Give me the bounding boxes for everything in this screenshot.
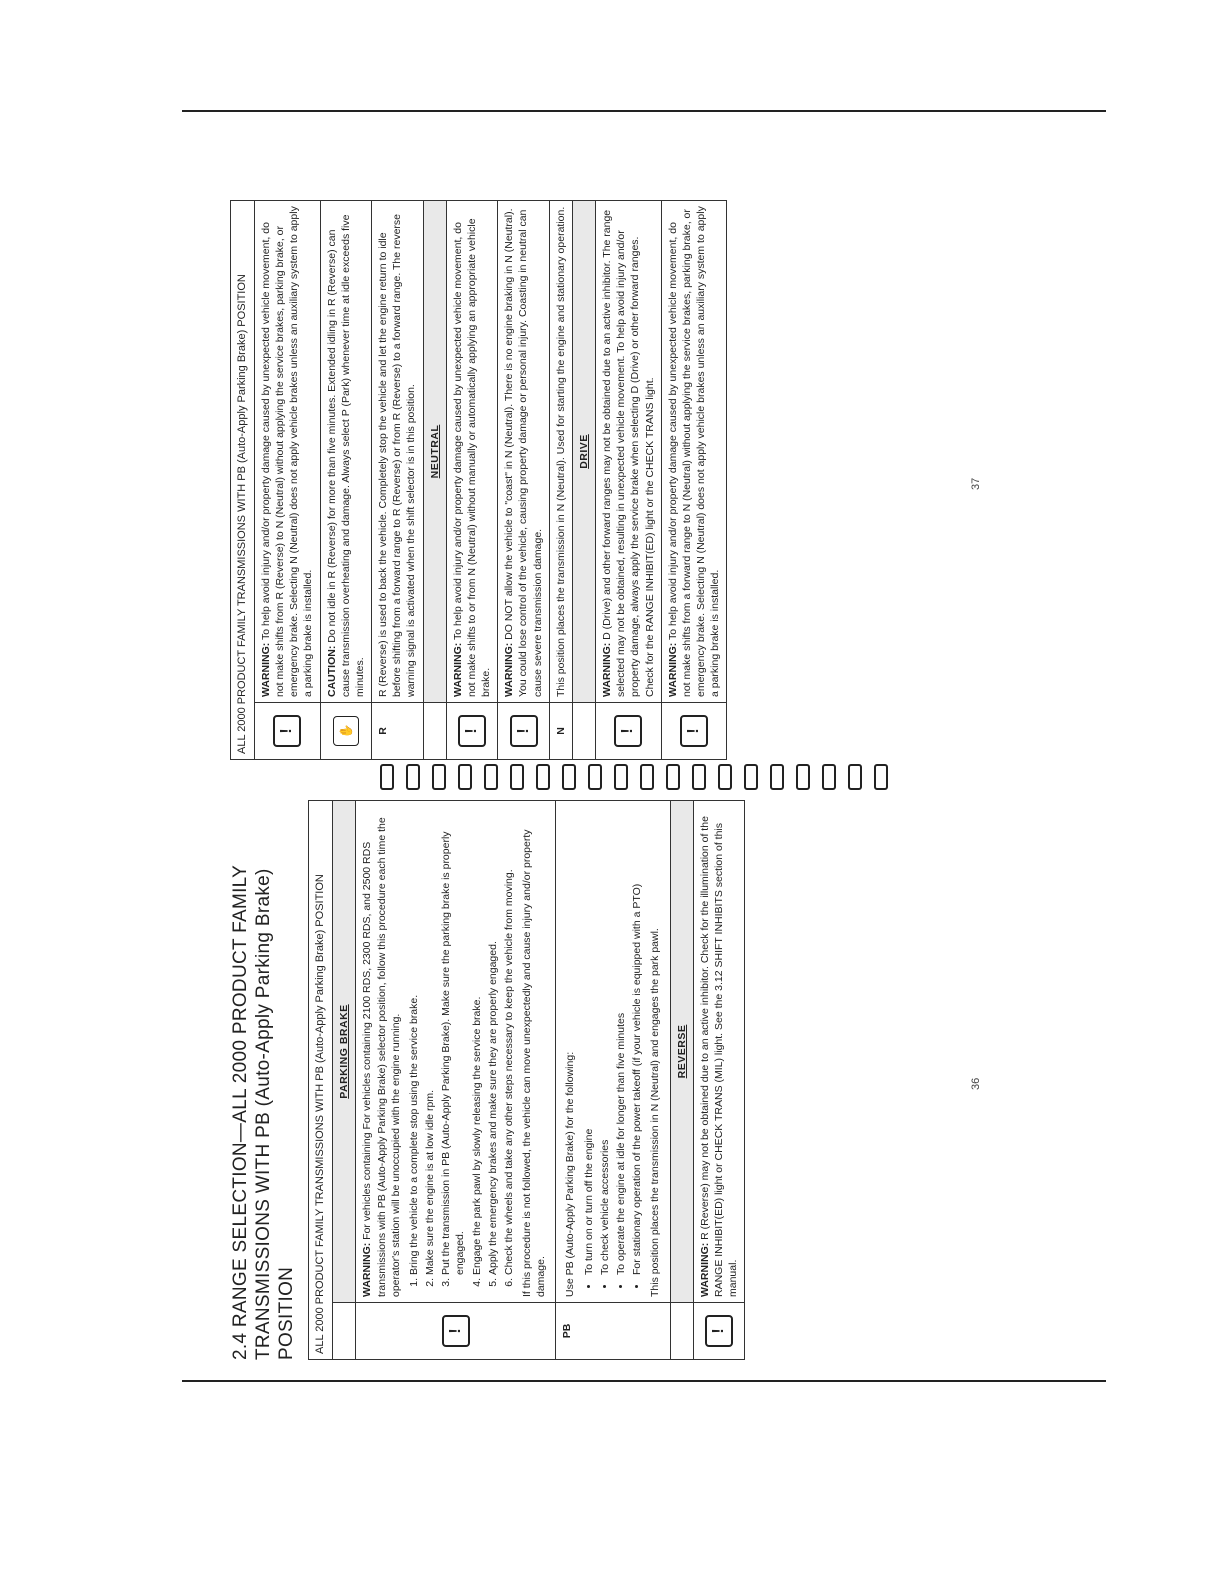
warning-2: WARNING: To help avoid injury and/or property damage caused by unexpected vehicle movement, do not make shifts to or from N (Neutral) without manually or automatically applying an appropriate vehicle brake. bbox=[446, 201, 498, 703]
r-description: R (Reverse) is used to back the vehicle. Completely stop the vehicle and let the engine return to idle before shifting from a forward range to R (Reverse) or from R (Reverse) to a forward range. The reverse warning signal is activated when the shift selector is in this position. bbox=[372, 201, 424, 703]
step: 2. Make sure the engine is at low idle rpm. bbox=[423, 806, 437, 1275]
caution-1: CAUTION: Do not idle in R (Reverse) for more than five minutes. Extended idling in R (Reverse) can cause transmission overheating and damage. Always select P (Park) whenever time at idle exceeds five minutes. bbox=[320, 201, 372, 703]
section-parking-brake: PARKING BRAKE bbox=[333, 801, 356, 1303]
warning-5: WARNING: To help avoid injury and/or property damage caused by unexpected vehicle movement, do not make shifts from a forward range to N (Neutral) without applying the service brakes, parking brake, or emergency brake. Selecting N (Neutral) does not apply vehicle brakes unless an auxiliary system to apply a parking brake is installed. bbox=[661, 201, 727, 703]
step: 1. Bring the vehicle to a complete stop using the service brake. bbox=[407, 806, 421, 1275]
section-reverse: REVERSE bbox=[670, 801, 693, 1303]
list-item: • To turn on or turn off the engine bbox=[582, 806, 596, 1275]
reverse-warning: WARNING: R (Reverse) may not be obtained due to an active inhibitor. Check for the illumination of the RANGE INHIBIT(ED) light or CHECK TRANS (MIL) light. See the 3.12 SHIFT INHIBITS section of this manual. bbox=[693, 801, 745, 1303]
warning-icon: ! bbox=[458, 715, 486, 747]
warning-icon: ! bbox=[442, 1315, 470, 1347]
pb-position: PB bbox=[556, 1303, 670, 1360]
parking-warning: WARNING: For vehicles containing For vehicles containing 2100 RDS, 2300 RDS, and 2500 RDS transmissions with PB (Auto-Apply Parking Brake) selector position, follow this procedure each time the operator's station will be unoccupied with the engine running. 1. Bring the vehicle to a complete stop using the service brake. 2. Make sure the engine is at low idle rpm. 3. Put the transmission in PB (Auto-Apply Parking Brake). Make sure the parking brake is properly engaged. 4. Engage the park pawl by slowly releasing the service brake. 5. Apply the emergency brakes and make sure they are properly engaged. 6. Check the wheels and take any other steps necessary to keep the vehicle from moving. If this procedure is not followed, the vehicle can move unexpectedly and cause injury and/or property damage. bbox=[356, 801, 556, 1303]
bottom-rule bbox=[182, 1380, 1106, 1382]
warning-icon: ! bbox=[705, 1315, 733, 1347]
warning-1: WARNING: To help avoid injury and/or property damage caused by unexpected vehicle movement, do not make shifts from R (Reverse) to N (Neutral) without applying the service brakes, parking brake, or emergency brake. Selecting N (Neutral) does not apply vehicle brakes unless an auxiliary system to apply a parking brake is installed. bbox=[254, 201, 320, 703]
section-drive: DRIVE bbox=[572, 201, 595, 703]
warning-3: WARNING: DO NOT allow the vehicle to "coast" in N (Neutral). There is no engine braking in N (Neutral). You could lose control of the vehicle, causing property damage or personal injury. Coasting in neutral can cause severe transmission damage. bbox=[498, 201, 550, 703]
warning-icon: ! bbox=[680, 715, 708, 747]
step: 4. Engage the park pawl by slowly releasing the service brake. bbox=[470, 806, 484, 1275]
n-description: This position places the transmission in N (Neutral). Used for starting the engine and stationary operation. bbox=[549, 201, 572, 703]
page-37 bbox=[230, 200, 727, 760]
step: 3. Put the transmission in PB (Auto-Apply Parking Brake). Make sure the parking brake is properly engaged. bbox=[439, 806, 467, 1275]
step: 6. Check the wheels and take any other steps necessary to keep the vehicle from moving. bbox=[502, 806, 516, 1275]
list-item: • To operate the engine at idle for longer than five minutes bbox=[614, 806, 628, 1275]
pb-uses bbox=[582, 806, 645, 1297]
r-position: R bbox=[372, 703, 424, 760]
list-item: • To check vehicle accessories bbox=[598, 806, 612, 1275]
spiral-binding bbox=[380, 766, 900, 790]
pb-description: Use PB (Auto-Apply Parking Brake) for the following: • To turn on or turn off the engine • To check vehicle accessories • To operate the engine at idle for longer than five minutes • For stationary operation of the power takeoff (if your vehicle is equipped with a PTO) This position places the transmission in N (Neutral) and engages the park pawl. bbox=[556, 801, 670, 1303]
procedure-steps bbox=[407, 806, 516, 1297]
table-header: ALL 2000 PRODUCT FAMILY TRANSMISSIONS WITH PB (Auto-Apply Parking Brake) POSITION bbox=[231, 201, 255, 760]
hand-caution-icon: ✋ bbox=[333, 716, 359, 746]
warning-icon: ! bbox=[614, 715, 642, 747]
warning-icon: ! bbox=[510, 715, 538, 747]
page-number-37: 37 bbox=[970, 477, 982, 490]
top-rule bbox=[182, 110, 1106, 112]
followup-text: If this procedure is not followed, the vehicle can move unexpectedly and cause injury and/or property damage. bbox=[521, 829, 548, 1297]
list-item: • For stationary operation of the power takeoff (if your vehicle is equipped with a PTO) bbox=[630, 806, 644, 1275]
page-title: 2.4 RANGE SELECTION—ALL 2000 PRODUCT FAMILY TRANSMISSIONS WITH PB (Auto-Apply Parking Brake) POSITION bbox=[230, 865, 297, 1360]
warning-4: WARNING: D (Drive) and other forward ranges may not be obtained due to an active inhibitor. The range selected may not be obtained, resulting in unexpected vehicle movement. To help avoid injury and/or property damage, always apply the service brake when selecting D (Drive) or other forward ranges. Check for the RANGE INHIBIT(ED) light or the CHECK TRANS light. bbox=[596, 201, 662, 703]
n-position: N bbox=[549, 703, 572, 760]
page-36 bbox=[230, 800, 745, 1360]
step: 5. Apply the emergency brakes and make sure they are properly engaged. bbox=[486, 806, 500, 1275]
table-header: ALL 2000 PRODUCT FAMILY TRANSMISSIONS WITH PB (Auto-Apply Parking Brake) POSITION bbox=[309, 801, 333, 1360]
section-neutral: NEUTRAL bbox=[423, 201, 446, 703]
warning-icon: ! bbox=[273, 715, 301, 747]
range-table-left bbox=[308, 800, 745, 1360]
page-number-36: 36 bbox=[970, 1077, 982, 1090]
rotated-spread bbox=[230, 190, 990, 1360]
range-table-right bbox=[230, 200, 727, 760]
